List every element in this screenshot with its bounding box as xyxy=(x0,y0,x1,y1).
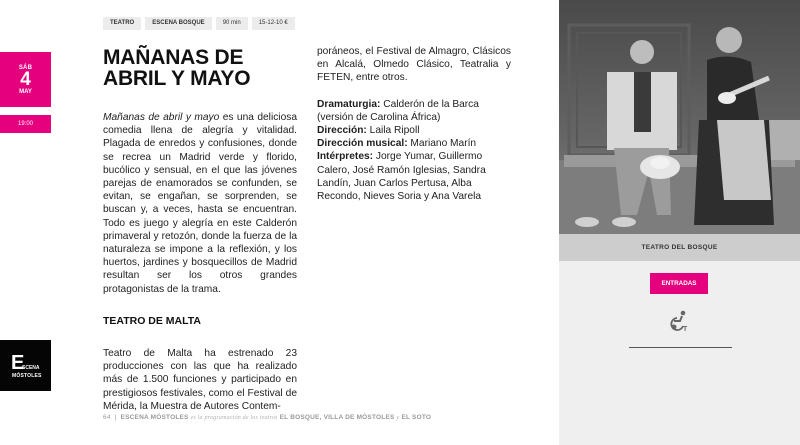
tickets-button[interactable]: ENTRADAS xyxy=(650,273,708,294)
footer-brand: ESCENA MÓSTOLES xyxy=(120,414,189,421)
credit-dramaturgy xyxy=(317,98,511,124)
credit-label: Dramaturgia: xyxy=(317,98,381,110)
footer-connector: es la programación de los teatros xyxy=(190,415,278,421)
performance-photo xyxy=(559,0,800,234)
description-italic-title: Mañanas de abril y mayo xyxy=(103,112,220,123)
credits-list xyxy=(317,98,511,204)
credit-label: Intérpretes: xyxy=(317,151,374,163)
footer-venue-last: EL SOTO xyxy=(401,414,432,421)
credit-value: Laila Ripoll xyxy=(366,125,420,137)
credit-value: Jorge Yumar, Guillermo Calero, José Ramón Iglesias, Sandra Landín, Juan Carlos Pertusa, Alba Recondo, Nieves Soria y Ana Varela xyxy=(317,151,486,203)
escena-mostoles-logo xyxy=(0,340,51,391)
month: MAY xyxy=(19,89,32,95)
credit-label: Dirección musical: xyxy=(317,138,408,150)
tag-stage: ESCENA BOSQUE xyxy=(145,17,211,30)
date-badge xyxy=(0,52,51,107)
photo-illustration xyxy=(559,0,800,234)
tag-price: 15-12-10 € xyxy=(252,17,295,30)
logo-line2: MÓSTOLES xyxy=(12,373,42,379)
event-tags xyxy=(103,17,295,30)
side-panel xyxy=(559,0,800,445)
tag-genre: TEATRO xyxy=(103,17,141,30)
panel-divider xyxy=(629,347,732,348)
footer-separator: | xyxy=(114,414,117,421)
venue-caption: TEATRO DEL BOSQUE xyxy=(559,234,800,261)
day-of-week: SÁB xyxy=(18,65,33,71)
credit-direction xyxy=(317,124,511,137)
footer-venues: EL BOSQUE, VILLA DE MÓSTOLES xyxy=(279,414,395,421)
description-column xyxy=(103,111,297,413)
time-badge: 19:00 xyxy=(0,115,51,133)
credit-label: Dirección: xyxy=(317,125,367,137)
credit-value: Mariano Marín xyxy=(407,138,477,150)
description-text: es una deliciosa comedia llena de alegría y vitalidad. Plagada de enredos y confusiones, donde se recrea un Madrid verde y florido, bucólico y sensual, en el que las jóvenes parejas de enamorados se confunden, se evitan, se engañan, se sorprenden, se buscan y, a veces, hasta se encuentran. Todo es juego y alegría en este Calderón primaveral y retozón, donde la fuerza de la naturaleza se impone a la reflexión, y los huertos, jardines y bosquecillos de Madrid resultan ser los otros grandes protagonistas de la trama. xyxy=(103,112,297,295)
credit-performers xyxy=(317,150,511,203)
footer-connector-y: y xyxy=(396,415,400,421)
day-number: 4 xyxy=(20,69,31,90)
company-text-part1: Teatro de Malta ha estrenado 23 producciones con las que ha realizado más de 1.500 funciones y participado en prestigiosos festivales, como el Festival de Mérida, la Muestra de Autores Contem- xyxy=(103,348,297,412)
tag-duration: 90 min xyxy=(216,17,248,30)
credit-value: Calderón de la Barca (versión de Carolina África) xyxy=(317,98,479,123)
page-footer xyxy=(103,414,431,421)
svg-text:T: T xyxy=(683,326,688,332)
page-number: 64 xyxy=(103,414,111,421)
company-heading: TEATRO DE MALTA xyxy=(103,314,201,327)
credit-music-direction xyxy=(317,137,511,150)
logo-line1: SCENA xyxy=(22,365,40,371)
event-title: MAÑANAS DE ABRIL Y MAYO xyxy=(103,46,251,90)
logo-letter: E xyxy=(11,352,25,374)
description-paragraph xyxy=(103,111,297,296)
credits-column xyxy=(317,45,511,203)
wheelchair-accessibility-icon xyxy=(669,310,689,332)
company-text-part2: poráneos, el Festival de Almagro, Clásicos en Alcalá, Olmedo Clásico, Teatralia y FETEN, entre otros. xyxy=(317,46,511,84)
